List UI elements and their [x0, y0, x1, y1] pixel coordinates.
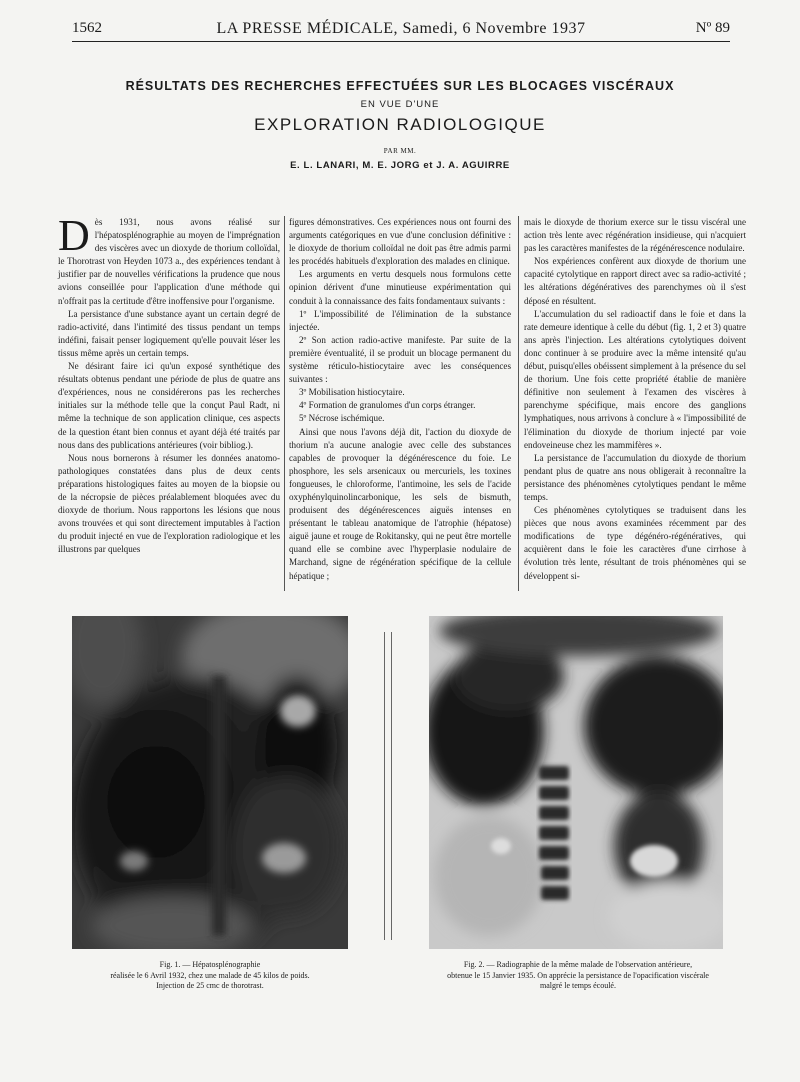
caption-line: malgré le temps écoulé.: [540, 981, 616, 990]
article-title-line-2: EN VUE D'UNE: [360, 99, 440, 110]
paragraph: Ne désirant faire ici qu'un exposé synthétique des résultats obtenus pendant une période de plus de quatre ans d'expériences, nous ne considérerons pas les recherches initiales sur la méthode telle que la conçut Paul Radt, ni même la technique de son application clinique, ces aspects de la question étant bien connus et ayant déjà été traités par nous dans des publications antérieures (voir bibliog.).: [58, 361, 280, 450]
figure-rule: [384, 632, 385, 940]
paragraph: Nous nous bornerons à résumer les données anatomo-pathologiques constatées dans plus de deux cents préparations histologiques faites au moyen de la biopsie ou de la nécropsie de pièces préalablement bloquées avec du dioxyde de thorium. Nous rapportons les lésions que nous avons trouvées et qui sont directement imputables à l'action du produit injecté en vue de l'exploration radiologique et les illustrons par quelques: [58, 452, 280, 555]
paragraph: [58, 211, 280, 308]
text-column-3: [524, 216, 746, 583]
running-head: [72, 20, 730, 38]
paragraph: Nos expériences confèrent aux dioxyde de thorium une capacité cytolytique en rapport direct avec sa radio-activité ; les altérations dégénératives des parenchymes où il s'est déposé en résultent.: [524, 256, 746, 306]
caption-line: réalisée le 6 Avril 1932, chez une malade de 45 kilos de poids.: [110, 970, 310, 980]
drop-cap: D: [58, 211, 90, 260]
page-number: 1562: [72, 20, 102, 36]
caption-line: Fig. 2. — Radiographie de la même malade de l'observation antérieure,: [463, 960, 693, 969]
text-column-2: [289, 216, 511, 583]
paragraph-text: ès 1931, nous avons réalisé sur l'hépatosplénographie au moyen de l'imprégnation des viscères avec un dioxyde de thorium colloïdal, le Thorotrast von Heyden 1073 a., des expériences tendant à justifier par de nouvelles vérifications la prudence que nous avions conseillée pour l'application d'une méthode qui n'offrait pas la certitude d'être inoffensive pour l'organisme.: [58, 217, 280, 306]
caption-line: Injection de 25 cmc de thorotrast.: [156, 981, 264, 990]
paragraph: La persistance de l'accumulation du dioxyde de thorium pendant plus de quatre ans nous obligerait à reconnaître la persistance des phénomènes cytolytiques pendant le même temps.: [524, 452, 746, 502]
radiograph-figure-1: [72, 616, 348, 949]
radiograph-figure-2: [429, 616, 723, 949]
par-mm: PAR MM.: [383, 147, 417, 155]
text-column-1: [58, 211, 280, 556]
paragraph: figures démonstratives. Ces expériences nous ont fourni des arguments catégoriques en vue d'une conclusion définitive : le dioxyde de thorium colloïdal ne doit pas être admis parmi les procédés habituels d'exploration des malades en clinique.: [289, 217, 511, 267]
caption-line: obtenue le 15 Janvier 1935. On apprécie la persistance de l'opacification viscérale: [447, 970, 709, 980]
paragraph: 4º Formation de granulomes d'un corps étranger.: [299, 400, 476, 411]
article-title-line-1: RÉSULTATS DES RECHERCHES EFFECTUÉES SUR LES BLOCAGES VISCÉRAUX: [125, 79, 675, 93]
paragraph: L'accumulation du sel radioactif dans le foie et dans la rate demeure identique à celle du début (fig. 1, 2 et 3) quatre ans après l'injection. Les altérations cytolytiques doivent donc continuer à se produire avec la même intensité qu'au début, puisqu'elles obéissent simplement à la présence du sel de thorium. Une fois cette propriété établie de manière définitive non seulement à l'examen des viscères à parenchyme spécifique, mais encore des ganglions lymphatiques, nous arrivons à conclure à « l'impossibilité de l'élimination du dioxyde de thorium injecté par voie endoveineuse chez les mammifères ».: [524, 308, 746, 450]
paragraph: La persistance d'une substance ayant un certain degré de radio-activité, dans l'intimité des tissus pendant un temps indéfini, faisait penser logiquement qu'elle pouvait léser les tissus même après un certain temps.: [58, 308, 280, 358]
header-rule: [72, 41, 730, 42]
paragraph: Les arguments en vertu desquels nous formulons cette opinion dérivent d'une minutieuse expérimentation qui conduit à la connaissance des faits fondamentaux suivants :: [289, 269, 511, 306]
paragraph: 1º L'impossibilité de l'élimination de la substance injectée.: [289, 308, 511, 332]
column-rule: [518, 216, 519, 591]
paragraph: 5º Nécrose ischémique.: [299, 413, 385, 424]
paragraph: mais le dioxyde de thorium exerce sur le tissu viscéral une action très lente avec régénération insidieuse, qui n'acquiert pas les caractères manifestes de la régénérescence nodulaire.: [524, 217, 746, 254]
journal-title: LA PRESSE MÉDICALE, Samedi, 6 Novembre 1937: [216, 20, 586, 37]
article-title-line-3: EXPLORATION RADIOLOGIQUE: [254, 115, 546, 134]
figure-1-caption: [72, 960, 348, 992]
column-rule: [284, 216, 285, 591]
paragraph: 2º Son action radio-active manifeste. Par suite de la première éventualité, il se produit un blocage permanent du système réticulo-histiocytaire avec les conséquences suivantes :: [289, 334, 511, 385]
caption-line: Fig. 1. — Hépatosplénographie: [159, 960, 261, 969]
issue-number: Nº 89: [695, 20, 730, 36]
paragraph: 3º Mobilisation histiocytaire.: [299, 387, 405, 398]
figure-2-caption: [418, 960, 738, 992]
article-authors: E. L. LANARI, M. E. JORG et J. A. AGUIRRE: [290, 160, 510, 171]
article-title-block: [60, 79, 740, 171]
paragraph: Ces phénomènes cytolytiques se traduisent dans les pièces que nous avons examinées récemment par des modifications de type dégénéro-régénératives, qui acquièrent dans le foie les caractères d'une cirrhose à évolution très lente, résultant de trois phénomènes qui se développent si-: [524, 505, 746, 581]
figure-rule: [391, 632, 392, 940]
paragraph: Ainsi que nous l'avons déjà dit, l'action du dioxyde de thorium n'a aucune analogie avec celle des substances capables de provoquer la dégénérescence du foie. Le phosphore, les sels arsenicaux ou mercuriels, les toxines fongueuses, le chloroforme, l'antimoine, les sels de l'acide oxyphénylquinolincarbonique, les sels de bismuth, produisent des dégénérescences aiguës intenses en présentant le tableau anatomique de l'atrophie (hépatose) aiguë jaune et rouge de Rokitansky, qui ne peut être mortelle quand elle se combine avec l'hyperplasie nodulaire de Marchand, signe de régénération spécifique de la cellule hépatique ;: [289, 426, 511, 581]
